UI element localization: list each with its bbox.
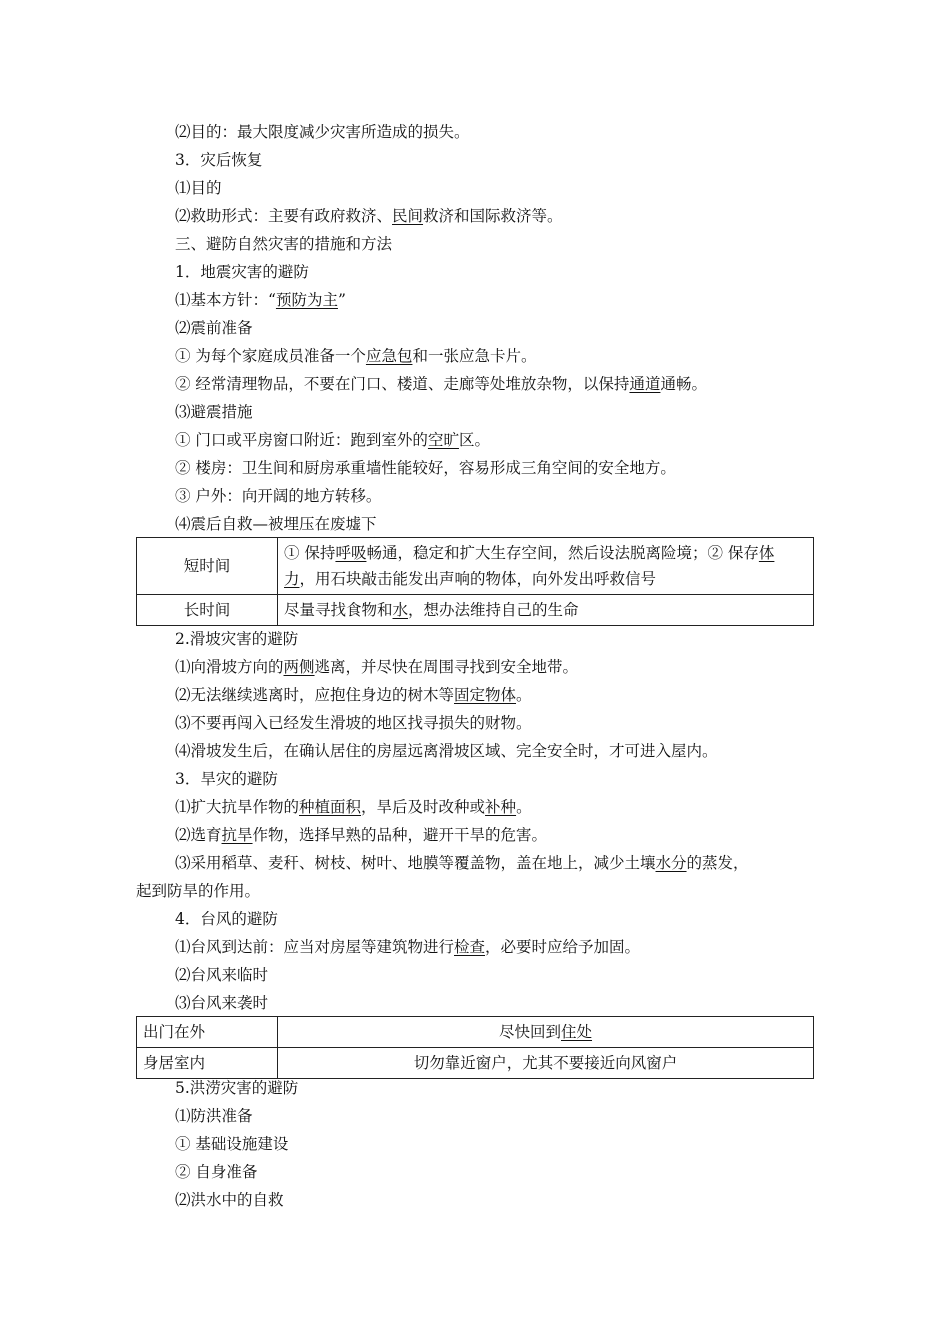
text-span: ” [337,291,346,309]
text-span: ，旱后及时改种或 [361,798,486,816]
text-span: ⑴目的 [175,179,222,197]
text-span: ⑵选育 [175,826,222,844]
underlined-answer: 水分 [655,854,687,872]
text-span: ⑷滑坡发生后，在确认居住的房屋远离滑坡区域、完全安全时，才可进入屋内。 [175,742,718,760]
text-line [175,402,253,422]
underlined-answer: 抗旱 [221,826,253,844]
underlined-answer: 预防为主 [275,291,338,309]
text-line [175,825,547,845]
section-heading [175,1078,298,1098]
text-span: ① 为每个家庭成员准备一个 [175,347,366,365]
underlined-answer: 固定物体 [454,686,517,704]
table-label-cell: 身居室内 [137,1048,278,1079]
section-heading [175,909,278,929]
text-span: ⑶避震措施 [175,403,253,421]
text-span: ⑵震前准备 [175,319,253,337]
text-span: 作物，选择早熟的品种，避开干旱的危害。 [252,826,548,844]
section-heading [175,769,278,789]
text-span: 起到防旱的作用。 [136,882,261,900]
text-span: ⑵台风来临时 [175,966,269,984]
text-span: ① 门口或平房窗口附近：跑到室外的 [175,431,428,449]
text-line [175,206,563,226]
text-span: ⑵无法继续逃离时，应抱住身边的树木等 [175,686,455,704]
text-span: ，想办法维持自己的生命 [408,601,579,619]
text-span: 5.洪涝灾害的避防 [175,1079,299,1097]
text-span: 救济和国际救济等。 [423,207,563,225]
text-span: 畅通，稳定和扩大生存空间，然后设法脱离险境；② 保存 [366,544,759,562]
underlined-answer: 检查 [454,938,486,956]
text-line [175,178,222,198]
text-span: 4．台风的避防 [175,910,278,928]
underlined-answer: 体 [758,544,775,562]
text-span: 尽量寻找食物和 [284,601,393,619]
table-label-cell: 短时间 [137,538,278,595]
text-line [175,965,268,985]
table-row [137,1048,814,1079]
section-heading [175,629,298,649]
text-line [175,993,268,1013]
text-line [175,290,346,310]
text-span: ⑶采用稻草、麦秆、树枝、树叶、地膜等覆盖物，盖在地上，减少土壤 [175,854,656,872]
table-row [137,1017,814,1048]
text-span: ⑵洪水中的自救 [175,1191,284,1209]
text-span: ⑷震后自救—被埋压在废墟下 [175,515,377,533]
text-span: ② 自身准备 [175,1163,258,1181]
text-span: 三、避防自然灾害的措施和方法 [175,235,393,253]
section-heading [175,234,392,254]
text-span: ① 保持 [284,544,336,562]
underlined-answer: 种植面积 [299,798,362,816]
text-span: 尽快回到 [498,1023,561,1041]
text-span: 。 [516,686,532,704]
text-span: 和一张应急卡片。 [412,347,537,365]
text-span: ⑵救助形式：主要有政府救济、 [175,207,393,225]
underlined-answer: 两侧 [283,658,315,676]
text-span: ，必要时应给予加固。 [485,938,641,956]
underlined-answer: 应急包 [365,347,413,365]
text-span: ② 经常清理物品，不要在门口、楼道、走廊等处堆放杂物，以保持 [175,375,630,393]
text-line [175,514,377,534]
text-line [175,430,490,450]
text-span: 区。 [458,431,490,449]
underlined-answer: 补种 [485,798,517,816]
table-content-cell [278,595,814,626]
underlined-answer: 力 [284,570,300,588]
typhoon-table [136,1016,814,1079]
table-content-cell: 切勿靠近窗户，尤其不要接近向风窗户 [278,1048,814,1079]
text-span: ⑵目的：最大限度减少灾害所造成的损失。 [175,123,470,141]
underlined-answer: 住处 [561,1023,593,1041]
underlined-answer: 空旷 [427,431,459,449]
table-content-cell [278,1017,814,1048]
text-span: ③ 户外：向开阔的地方转移。 [175,487,382,505]
text-line [175,853,749,873]
underlined-answer: 水 [392,601,409,619]
text-span: ⑴向滑坡方向的 [175,658,284,676]
text-span: ⑴扩大抗旱作物的 [175,798,300,816]
text-span: ⑴防洪准备 [175,1107,253,1125]
table-row [137,538,814,595]
text-line [175,685,532,705]
text-line [175,1106,253,1126]
text-line [175,122,470,142]
section-heading [175,262,309,282]
underlined-answer: 呼吸 [335,544,367,562]
text-line [175,318,253,338]
text-span: 1．地震灾害的避防 [175,263,309,281]
text-line [175,1134,288,1154]
text-line [175,1162,257,1182]
text-span: ② 楼房：卫生间和厨房承重墙性能较好，容易形成三角空间的安全地方。 [175,459,676,477]
text-line [175,1190,284,1210]
text-span: 逃离，并尽快在周围寻找到安全地带。 [314,658,579,676]
text-line [175,657,578,677]
text-span: 通畅。 [660,375,707,393]
text-line [175,713,532,733]
text-line [175,374,707,394]
text-span: 。 [516,798,532,816]
underlined-answer: 民间 [392,207,424,225]
table-row [137,595,814,626]
text-line [175,937,640,957]
text-span: ⑶不要再闯入已经发生滑坡的地区找寻损失的财物。 [175,714,532,732]
section-heading [175,150,262,170]
text-span: 3．灾后恢复 [175,151,263,169]
text-span: ① 基础设施建设 [175,1135,289,1153]
text-line [175,797,532,817]
table-label-cell: 长时间 [137,595,278,626]
text-span: 3．旱灾的避防 [175,770,278,788]
text-line [136,881,260,901]
text-span: 的蒸发， [686,854,749,872]
text-line [175,346,536,366]
text-span: ⑴基本方针：“ [175,291,276,309]
self-rescue-table [136,537,814,626]
table-content-cell [278,538,814,595]
text-line [175,741,718,761]
text-line [175,458,676,478]
text-span: ⑶台风来袭时 [175,994,269,1012]
text-span: ，用石块敲击能发出声响的物体，向外发出呼救信号 [299,570,657,588]
text-span: ⑴台风到达前：应当对房屋等建筑物进行 [175,938,455,956]
underlined-answer: 通道 [629,375,661,393]
table-label-cell: 出门在外 [137,1017,278,1048]
text-span: 2.滑坡灾害的避防 [175,630,299,648]
text-line [175,486,381,506]
